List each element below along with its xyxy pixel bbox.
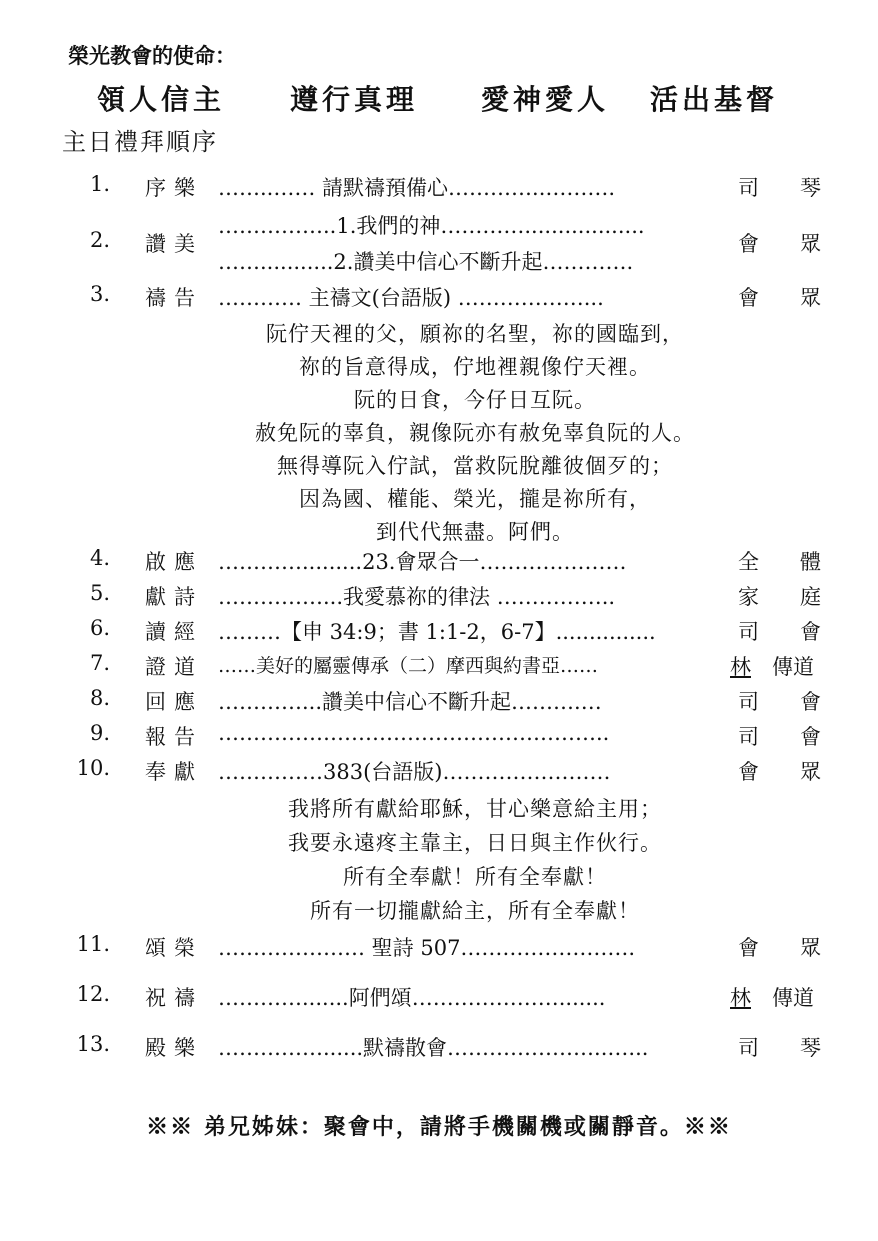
offering-hymn-line: 我要永遠疼主靠主，日日與主作伙行。: [288, 831, 662, 855]
item-leader-2: 體: [800, 550, 821, 574]
item-leader-1: 會: [738, 232, 759, 256]
item-name: 序樂: [145, 176, 203, 200]
item-name: 回應: [145, 690, 203, 714]
lords-prayer-line: 赦免阮的辜負，親像阮亦有赦免辜負阮的人。: [255, 421, 695, 445]
item-leader-2: 傳道: [772, 655, 814, 679]
item-number: 3.: [89, 282, 110, 306]
item-detail: ………………… 聖詩 507…………………….: [218, 936, 636, 960]
item-name: 頌榮: [145, 936, 203, 960]
item-leader-1: 會: [738, 760, 759, 784]
item-number: 13.: [76, 1032, 110, 1056]
offering-hymn-line: 所有全奉獻！所有全奉獻！: [343, 865, 607, 889]
item-leader-2: 庭: [800, 585, 821, 609]
item-leader-1: 司: [738, 690, 759, 714]
item-detail-2: ……...........2.讚美中信心不斷升起………….: [218, 250, 634, 274]
item-leader-1: 會: [738, 936, 759, 960]
item-name: 證道: [145, 655, 203, 679]
order-row-12: [0, 982, 878, 1016]
lords-prayer-line: 無得導阮入佇試，當救阮脫離彼個歹的；: [277, 454, 673, 478]
lords-prayer-line: 阮的日食，今仔日互阮。: [354, 388, 596, 412]
item-number: 7.: [89, 651, 110, 675]
order-row-3: [0, 282, 878, 316]
item-number: 5.: [89, 581, 110, 605]
item-leader-1: 家: [738, 585, 759, 609]
item-name: 讀經: [145, 620, 203, 644]
item-name: 奉獻: [145, 760, 203, 784]
item-leader-1: 林: [730, 655, 751, 679]
item-number: 2.: [89, 228, 110, 252]
order-row-7: [0, 651, 878, 685]
phone-notice: ※※ 弟兄姊妹：聚會中，請將手機關機或關靜音。※※: [146, 1114, 732, 1140]
item-leader-2: 會: [800, 690, 821, 714]
item-leader-2: 琴: [800, 176, 821, 200]
item-number: 4.: [89, 546, 110, 570]
mission-phrase-4: 活出基督: [650, 83, 779, 116]
item-leader-2: 琴: [800, 1036, 821, 1060]
item-leader-1: 全: [738, 550, 759, 574]
order-row-4: [0, 546, 878, 580]
lords-prayer-line: 因為國、權能、榮光，攏是祢所有，: [299, 487, 651, 511]
item-leader-2: 會: [800, 620, 821, 644]
item-detail: ……………......默禱散會…………………..…...: [218, 1036, 649, 1060]
item-number: 6.: [89, 616, 110, 640]
item-detail: ……..…… 請默禱預備心…………..……….: [218, 176, 616, 200]
item-leader-2: 傳道: [772, 986, 814, 1010]
item-detail: …………...讚美中信心不斷升起……….…: [218, 690, 602, 714]
item-detail: ……………..1.我們的神…………..................: [218, 214, 645, 238]
mission-phrase-1: 領人信主: [97, 83, 226, 116]
item-leader-1: 林: [730, 986, 751, 1010]
item-detail: ………【申 34:9；書 1:1-2，6-7】...............: [218, 620, 656, 644]
lords-prayer-line: 祢的旨意得成，佇地裡親像佇天裡。: [299, 355, 651, 379]
mission-label: 榮光教會的使命：: [68, 43, 236, 68]
item-leader-1: 司: [738, 620, 759, 644]
item-leader-2: 眾: [800, 760, 821, 784]
item-detail: ………….......阿們頌………………….......: [218, 986, 606, 1010]
offering-hymn-line: 所有一切攏獻給主，所有全奉獻！: [310, 899, 640, 923]
item-leader-1: 司: [738, 176, 759, 200]
item-detail: ……………...我愛慕祢的律法 ……………..: [218, 585, 616, 609]
item-leader-1: 司: [738, 1036, 759, 1060]
item-detail: ……美好的屬靈傳承（二）摩西與約書亞……: [218, 655, 599, 677]
item-leader-1: 司: [738, 725, 759, 749]
mission-phrase-3: 愛神愛人: [481, 83, 610, 116]
offering-hymn-line: 我將所有獻給耶穌，甘心樂意給主用；: [288, 797, 662, 821]
order-row-5: [0, 581, 878, 615]
lords-prayer-line: 到代代無盡。阿們。: [376, 520, 574, 544]
item-leader-1: 會: [738, 286, 759, 310]
item-detail: ……………383(台語版)……………………: [218, 760, 611, 784]
item-name: 祝禱: [145, 986, 203, 1010]
order-row-2-line-1: [0, 210, 878, 244]
item-name: 禱告: [145, 286, 203, 310]
order-row-9: [0, 721, 878, 755]
order-row-13: [0, 1032, 878, 1066]
item-leader-2: 眾: [800, 936, 821, 960]
item-name: 啟應: [145, 550, 203, 574]
item-name: 讚美: [145, 232, 203, 256]
item-number: 12.: [76, 982, 110, 1006]
item-number: 9.: [89, 721, 110, 745]
item-number: 10.: [76, 756, 110, 780]
item-leader-2: 會: [800, 725, 821, 749]
mission-phrase-2: 遵行真理: [290, 83, 419, 116]
order-row-10: [0, 756, 878, 790]
order-row-2-line-2: [0, 246, 878, 280]
order-title: 主日禮拜順序: [62, 128, 218, 156]
item-leader-2: 眾: [800, 286, 821, 310]
order-row-11: [0, 932, 878, 966]
lords-prayer-line: 阮佇天裡的父，願祢的名聖，祢的國臨到，: [266, 322, 684, 346]
item-name: 報告: [145, 725, 203, 749]
item-number: 8.: [89, 686, 110, 710]
item-leader-2: 眾: [800, 232, 821, 256]
item-name: 獻詩: [145, 585, 203, 609]
order-row-6: [0, 616, 878, 650]
item-number: 1.: [89, 172, 110, 196]
order-row-8: [0, 686, 878, 720]
item-number: 11.: [76, 932, 110, 956]
order-row-1: [0, 172, 878, 206]
item-detail: ………… 主禱文(台語版) ………………...: [218, 286, 604, 310]
item-detail: ………………………………………………..: [218, 721, 610, 745]
item-detail: ………….........23.會眾合一…………………: [218, 550, 627, 574]
item-name: 殿樂: [145, 1036, 203, 1060]
